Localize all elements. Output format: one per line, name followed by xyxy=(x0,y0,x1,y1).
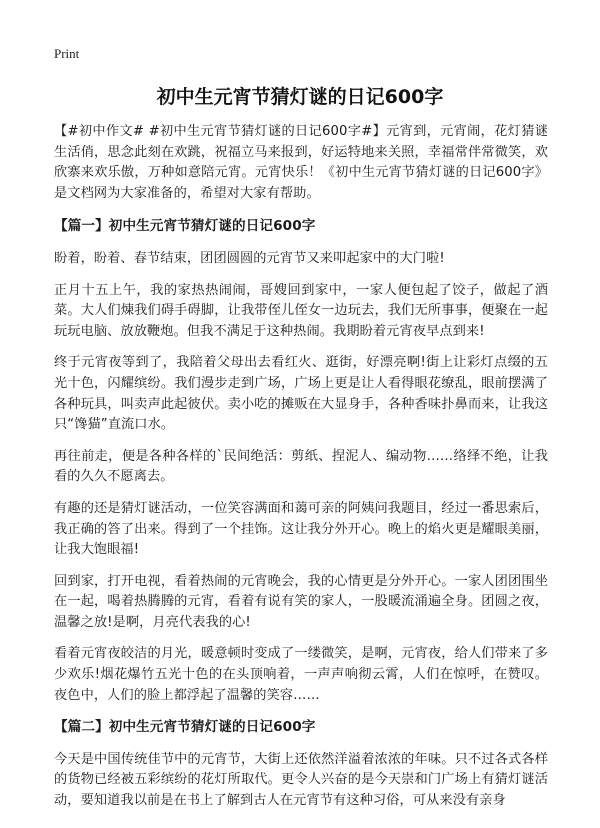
paragraph: 终于元宵夜等到了，我陪着父母出去看红火、逛街，好漂亮啊!街上让彩灯点缀的五光十色，闪耀缤纷。我们漫步走到广场，广场上更是让人看得眼花缭乱，眼前摆满了各种玩具，叫卖声此起彼伏。卖小吃的摊贩在大显身手，各种香味扑鼻而来，让我这只“馋猫”直流口水。 xyxy=(54,355,548,433)
print-link[interactable]: Print xyxy=(54,46,80,61)
paragraph: 正月十五上午，我的家热热闹闹，哥嫂回到家中，一家人便包起了饺子，做起了酒菜。大人们煉我们碍手碍脚，让我带侄儿侄女一边玩去，我们无所事事，便聚在一起玩玩电脑、放放鞭炮。但我不满足于这种热闹。我期盼着元宵夜早点到来! xyxy=(54,282,548,339)
paragraph: 再往前走，便是各种各样的`民间绝活：剪纸、捏泥人、编动物……络绎不绝，让我看的久久不愿离去。 xyxy=(54,448,548,485)
paragraph: 回到家，打开电视，看着热闹的元宵晚会，我的心情更是分外开心。一家人团团围坐在一起，喝着热腾腾的元宵，看着有说有笑的家人，一股暖流涌遍全身。团圆之夜，温馨之放!是啊，月亮代表我的心! xyxy=(54,573,548,630)
section-heading-2: 【篇二】初中生元宵节猜灯谜的日记600字 xyxy=(54,719,316,736)
page-title: 初中生元宵节猜灯谜的日记600字 xyxy=(156,86,444,108)
paragraph: 有趣的还是猜灯谜活动，一位笑容满面和蔼可亲的阿姨问我题目，经过一番思索后，我正确的答了出来。得到了一个挂饰。这让我分外开心。晚上的焰火更是耀眼美丽，让我大饱眼福! xyxy=(54,500,548,558)
article-body xyxy=(54,122,548,823)
paragraph: 盼着，盼着、春节结束，团团圆圆的元宵节又来叩起家中的大门啦! xyxy=(54,250,445,266)
paragraph: 今天是中国传统佳节中的元宵节，大街上还依然洋溢着浓浓的年味。只不过各式各样的货物已经被五彩缤纷的花灯所取代。更令人兴奋的是今天崇和门广场上有猜灯谜活动，要知道我以前是在书上了解到古人在元宵节有这种习俗，可从来没有亲身 xyxy=(54,751,548,809)
intro-paragraph: 【#初中作文# #初中生元宵节猜灯谜的日记600字#】元宵到，元宵闹，花灯猜谜生活俏，思念此刻在欢跳，祝福立马来报到，好运特地来关照，幸福常伴常微笑，欢欣寨来欢乐傲，万种如意陪元宵。元宵快乐！《初中生元宵节猜灯谜的日记600字》是文档网为大家准备的，希望对大家有帮助。 xyxy=(54,124,548,201)
paragraph: 看着元宵夜皎洁的月光，暖意顿时变成了一缕微笑，是啊，元宵夜，给人们带来了多少欢乐!烟花爆竹五光十色的在头顶响着，一声声响彻云霄，人们在惊呼，在赞叹。夜色中，人们的脸上都浮起了温馨的笑容…… xyxy=(54,646,548,703)
section-heading-1: 【篇一】初中生元宵节猜灯谜的日记600字 xyxy=(54,218,316,235)
